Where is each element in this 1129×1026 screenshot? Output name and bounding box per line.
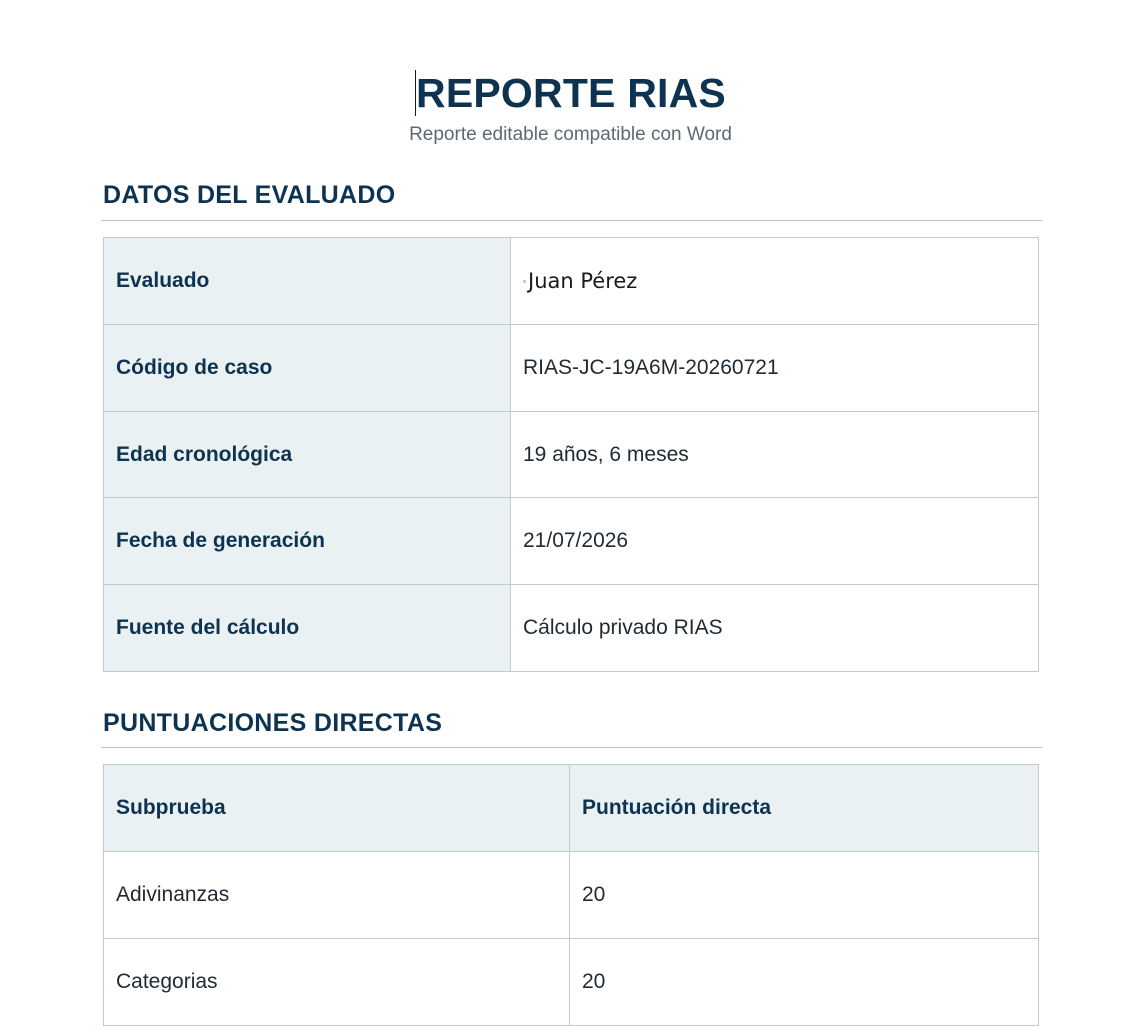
datos-table	[103, 237, 1039, 672]
section-heading-puntuaciones[interactable]: PUNTUACIONES DIRECTAS	[103, 709, 443, 737]
table-row	[104, 412, 1039, 498]
section-heading-datos[interactable]: DATOS DEL EVALUADO	[103, 181, 396, 209]
puntuacion-cell[interactable]: 20	[570, 852, 1039, 939]
row-label[interactable]: Código de caso	[104, 325, 511, 412]
row-value[interactable]: Cálculo privado RIAS	[511, 585, 1039, 672]
table-row	[104, 238, 1039, 325]
title-wrap	[0, 70, 1129, 116]
column-header-puntuacion[interactable]: Puntuación directa	[570, 765, 1039, 852]
table-row	[104, 325, 1039, 412]
table-row	[104, 585, 1039, 672]
document-title[interactable]: REPORTE RIAS	[416, 70, 726, 116]
subprueba-cell[interactable]: Adivinanzas	[104, 852, 570, 939]
evaluado-value[interactable]: Juan Pérez	[528, 268, 638, 293]
subprueba-cell[interactable]: Categorias	[104, 939, 570, 1026]
puntuaciones-table	[103, 764, 1039, 1026]
row-value[interactable]: 21/07/2026	[511, 498, 1039, 585]
document-subtitle[interactable]: Reporte editable compatible con Word	[409, 124, 732, 145]
puntuacion-cell[interactable]: 20	[570, 939, 1039, 1026]
table-row	[104, 498, 1039, 585]
text-cursor-marker	[523, 280, 526, 283]
row-label[interactable]: Fuente del cálculo	[104, 585, 511, 672]
row-label[interactable]: Edad cronológica	[104, 412, 511, 498]
row-label[interactable]: Fecha de generación	[104, 498, 511, 585]
section-divider	[101, 220, 1042, 221]
column-header-subprueba[interactable]: Subprueba	[104, 765, 570, 852]
row-value[interactable]: 19 años, 6 meses	[511, 412, 1039, 498]
row-value[interactable]: RIAS-JC-19A6M-20260721	[511, 325, 1039, 412]
row-label[interactable]: Evaluado	[104, 238, 511, 325]
section-divider	[101, 747, 1042, 748]
table-row	[104, 939, 1039, 1026]
evaluado-value-cell[interactable]	[511, 238, 1039, 325]
table-header-row	[104, 765, 1039, 852]
table-row	[104, 852, 1039, 939]
